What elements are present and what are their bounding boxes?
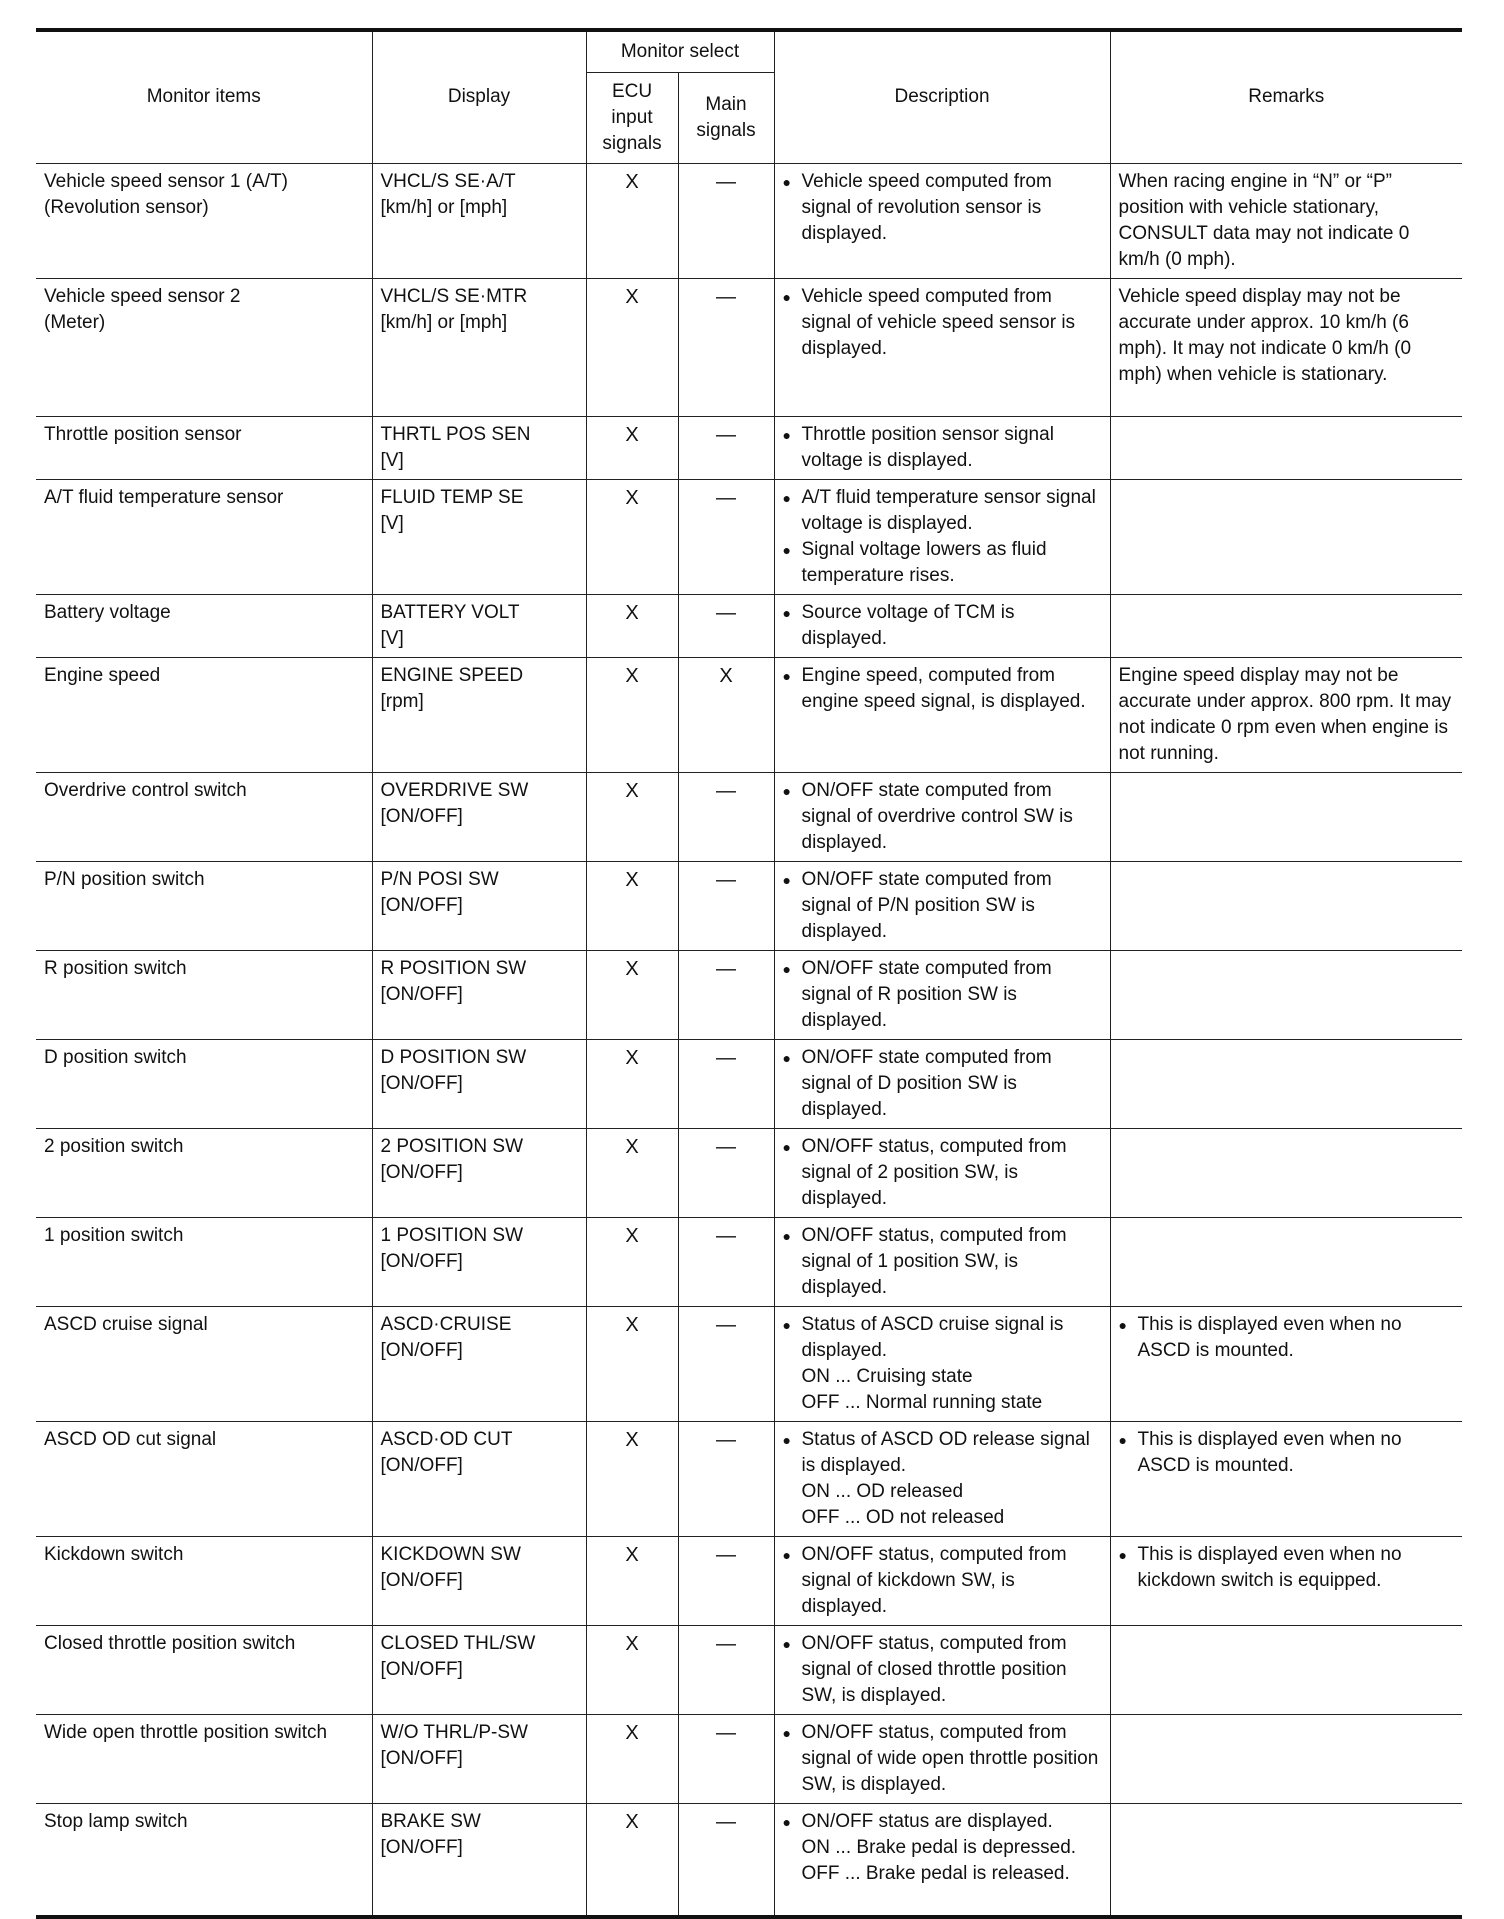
description-cell <box>774 479 1110 594</box>
bullet-text: ON/OFF state computed from signal of overdrive control SW is displayed. <box>801 779 1073 853</box>
remarks-cell <box>1110 278 1462 416</box>
monitor-item-cell <box>36 1306 372 1421</box>
description-cell <box>774 278 1110 416</box>
table-row <box>36 950 1462 1039</box>
main-signal-mark: X <box>678 657 774 772</box>
bullet-text: ON/OFF state computed from signal of R position SW is displayed. <box>801 957 1052 1031</box>
display-cell <box>372 278 586 416</box>
bullet-icon: ● <box>1118 1316 1127 1333</box>
remarks-cell <box>1110 163 1462 278</box>
table-row <box>36 1128 1462 1217</box>
bullet-icon: ● <box>782 1546 791 1563</box>
document-page <box>36 28 1462 1919</box>
main-signal-mark: — <box>678 594 774 657</box>
monitor-item-text: A/T fluid temperature sensor <box>44 486 284 508</box>
bullet-icon: ● <box>782 426 791 443</box>
main-signal-mark: — <box>678 1714 774 1803</box>
header-main-signals: Main signals <box>678 72 774 163</box>
plain-text-line: OFF ... Normal running state <box>801 1391 1043 1413</box>
monitor-item-cell <box>36 594 372 657</box>
description-cell <box>774 1217 1110 1306</box>
remarks-cell <box>1110 950 1462 1039</box>
display-cell <box>372 657 586 772</box>
monitor-item-cell <box>36 1714 372 1803</box>
monitor-item-cell <box>36 772 372 861</box>
remarks-cell <box>1110 657 1462 772</box>
description-cell <box>774 950 1110 1039</box>
table-row <box>36 594 1462 657</box>
description-cell <box>774 1625 1110 1714</box>
main-signal-mark: — <box>678 861 774 950</box>
main-signal-mark: — <box>678 479 774 594</box>
bullet-icon: ● <box>1118 1546 1127 1563</box>
bullet-icon: ● <box>782 960 791 977</box>
ecu-input-mark: X <box>586 1803 678 1917</box>
bullet-text: Engine speed, computed from engine speed signal, is displayed. <box>801 664 1086 712</box>
display-cell <box>372 163 586 278</box>
bullet-text: Status of ASCD OD release signal is displayed. <box>801 1428 1090 1476</box>
ecu-input-mark: X <box>586 657 678 772</box>
header-monitor-select: Monitor select <box>586 30 774 72</box>
bullet-icon: ● <box>782 541 791 558</box>
monitor-item-text: 1 position switch <box>44 1224 184 1246</box>
display-cell <box>372 479 586 594</box>
display-cell <box>372 950 586 1039</box>
display-cell <box>372 1536 586 1625</box>
monitor-items-table <box>36 28 1462 1919</box>
description-cell <box>774 594 1110 657</box>
main-signal-mark: — <box>678 1625 774 1714</box>
table-row <box>36 1536 1462 1625</box>
display-cell <box>372 1803 586 1917</box>
main-signal-mark: — <box>678 1306 774 1421</box>
ecu-input-mark: X <box>586 1536 678 1625</box>
remarks-cell <box>1110 1714 1462 1803</box>
ecu-input-mark: X <box>586 594 678 657</box>
main-signal-mark: — <box>678 1217 774 1306</box>
monitor-item-text: Overdrive control switch <box>44 779 247 801</box>
ecu-input-mark: X <box>586 1217 678 1306</box>
monitor-item-cell <box>36 1217 372 1306</box>
description-cell <box>774 1714 1110 1803</box>
remarks-cell <box>1110 1306 1462 1421</box>
monitor-item-text: ASCD OD cut signal <box>44 1428 217 1450</box>
display-text: W/O THRL/P-SW [ON/OFF] <box>380 1721 528 1769</box>
monitor-item-cell <box>36 1803 372 1917</box>
bullet-text: Source voltage of TCM is displayed. <box>801 601 1015 649</box>
remarks-cell <box>1110 1536 1462 1625</box>
bullet-icon: ● <box>782 667 791 684</box>
bullet-icon: ● <box>1118 1431 1127 1448</box>
ecu-input-mark: X <box>586 1625 678 1714</box>
monitor-item-cell <box>36 1128 372 1217</box>
display-text: VHCL/S SE·A/T [km/h] or [mph] <box>380 170 516 218</box>
description-cell <box>774 772 1110 861</box>
header-monitor-items: Monitor items <box>36 30 372 163</box>
ecu-input-mark: X <box>586 163 678 278</box>
bullet-text: ON/OFF status, computed from signal of wide open throttle position SW, is displayed. <box>801 1721 1099 1795</box>
plain-text-line: Engine speed display may not be accurate under approx. 800 rpm. It may not indicate 0 rpm even when engine is not running. <box>1118 664 1452 764</box>
bullet-text: ON/OFF status, computed from signal of closed throttle position SW, is displayed. <box>801 1632 1067 1706</box>
monitor-item-cell <box>36 1625 372 1714</box>
display-text: KICKDOWN SW [ON/OFF] <box>380 1543 521 1591</box>
display-text: VHCL/S SE·MTR [km/h] or [mph] <box>380 285 528 333</box>
table-body <box>36 163 1462 1917</box>
bullet-icon: ● <box>782 1138 791 1155</box>
display-cell <box>372 1421 586 1536</box>
remarks-cell <box>1110 594 1462 657</box>
table-row <box>36 163 1462 278</box>
bullet-text: A/T fluid temperature sensor signal voltage is displayed. <box>801 486 1096 534</box>
bullet-text: Status of ASCD cruise signal is displayed. <box>801 1313 1064 1361</box>
bullet-icon: ● <box>782 604 791 621</box>
monitor-item-cell <box>36 1039 372 1128</box>
main-signal-mark: — <box>678 1421 774 1536</box>
monitor-item-cell <box>36 861 372 950</box>
bullet-text: ON/OFF status, computed from signal of 2 position SW, is displayed. <box>801 1135 1067 1209</box>
plain-text-line: When racing engine in “N” or “P” position with vehicle stationary, CONSULT data may not indicate 0 km/h (0 mph). <box>1118 170 1410 270</box>
display-text: 2 POSITION SW [ON/OFF] <box>380 1135 524 1183</box>
table-row <box>36 1217 1462 1306</box>
display-text: D POSITION SW [ON/OFF] <box>380 1046 527 1094</box>
ecu-input-mark: X <box>586 1039 678 1128</box>
table-row <box>36 1306 1462 1421</box>
monitor-item-text: Kickdown switch <box>44 1543 184 1565</box>
display-cell <box>372 1714 586 1803</box>
table-row <box>36 1039 1462 1128</box>
main-signal-mark: — <box>678 1128 774 1217</box>
main-signal-mark: — <box>678 1536 774 1625</box>
plain-text-line: OFF ... OD not released <box>801 1506 1005 1528</box>
bullet-text: ON/OFF status, computed from signal of kickdown SW, is displayed. <box>801 1543 1067 1617</box>
monitor-item-cell <box>36 163 372 278</box>
display-cell <box>372 772 586 861</box>
bullet-icon: ● <box>782 1431 791 1448</box>
description-cell <box>774 1039 1110 1128</box>
bullet-text: This is displayed even when no ASCD is mounted. <box>1137 1428 1402 1476</box>
main-signal-mark: — <box>678 950 774 1039</box>
bullet-text: ON/OFF status are displayed. <box>801 1810 1053 1832</box>
table-row <box>36 1421 1462 1536</box>
description-cell <box>774 657 1110 772</box>
main-signal-mark: — <box>678 416 774 479</box>
bullet-icon: ● <box>782 1316 791 1333</box>
monitor-item-text: R position switch <box>44 957 187 979</box>
monitor-item-text: D position switch <box>44 1046 187 1068</box>
bullet-text: ON/OFF status, computed from signal of 1 position SW, is displayed. <box>801 1224 1067 1298</box>
main-signal-mark: — <box>678 1803 774 1917</box>
bullet-icon: ● <box>782 871 791 888</box>
plain-text-line: ON ... Brake pedal is depressed. <box>801 1836 1077 1858</box>
description-cell <box>774 1306 1110 1421</box>
monitor-item-cell <box>36 950 372 1039</box>
ecu-input-mark: X <box>586 1714 678 1803</box>
header-display: Display <box>372 30 586 163</box>
description-cell <box>774 1536 1110 1625</box>
remarks-cell <box>1110 1421 1462 1536</box>
bullet-icon: ● <box>782 288 791 305</box>
table-row <box>36 416 1462 479</box>
ecu-input-mark: X <box>586 1421 678 1536</box>
remarks-cell <box>1110 1128 1462 1217</box>
display-cell <box>372 1625 586 1714</box>
ecu-input-mark: X <box>586 861 678 950</box>
main-signal-mark: — <box>678 163 774 278</box>
table-row <box>36 861 1462 950</box>
bullet-text: ON/OFF state computed from signal of P/N position SW is displayed. <box>801 868 1052 942</box>
remarks-cell <box>1110 1625 1462 1714</box>
monitor-item-text: Closed throttle position switch <box>44 1632 296 1654</box>
table-row <box>36 772 1462 861</box>
bullet-text: Signal voltage lowers as fluid temperature rises. <box>801 538 1047 586</box>
remarks-cell <box>1110 1217 1462 1306</box>
bullet-text: Vehicle speed computed from signal of vehicle speed sensor is displayed. <box>801 285 1076 359</box>
display-text: BATTERY VOLT [V] <box>380 601 520 649</box>
ecu-input-mark: X <box>586 479 678 594</box>
ecu-input-mark: X <box>586 1128 678 1217</box>
table-row <box>36 657 1462 772</box>
bullet-icon: ● <box>782 782 791 799</box>
description-cell <box>774 861 1110 950</box>
remarks-cell <box>1110 416 1462 479</box>
table-row <box>36 1714 1462 1803</box>
ecu-input-mark: X <box>586 416 678 479</box>
monitor-item-text: Vehicle speed sensor 1 (A/T) (Revolution sensor) <box>44 170 288 218</box>
display-cell <box>372 1217 586 1306</box>
display-cell <box>372 1039 586 1128</box>
bullet-text: Vehicle speed computed from signal of revolution sensor is displayed. <box>801 170 1052 244</box>
header-ecu-input-signals: ECU input signals <box>586 72 678 163</box>
remarks-cell <box>1110 479 1462 594</box>
remarks-cell <box>1110 861 1462 950</box>
display-text: OVERDRIVE SW [ON/OFF] <box>380 779 529 827</box>
remarks-cell <box>1110 1039 1462 1128</box>
ecu-input-mark: X <box>586 950 678 1039</box>
main-signal-mark: — <box>678 278 774 416</box>
monitor-item-text: Wide open throttle position switch <box>44 1721 328 1743</box>
display-text: FLUID TEMP SE [V] <box>380 486 524 534</box>
display-text: 1 POSITION SW [ON/OFF] <box>380 1224 524 1272</box>
description-cell <box>774 1421 1110 1536</box>
table-row <box>36 278 1462 416</box>
plain-text-line: Vehicle speed display may not be accurate under approx. 10 km/h (6 mph). It may not indicate 0 km/h (0 mph) when vehicle is stationary. <box>1118 285 1412 385</box>
monitor-item-cell <box>36 278 372 416</box>
monitor-item-cell <box>36 1536 372 1625</box>
description-cell <box>774 1128 1110 1217</box>
main-signal-mark: — <box>678 1039 774 1128</box>
description-cell <box>774 416 1110 479</box>
monitor-item-cell <box>36 416 372 479</box>
table-header <box>36 30 1462 163</box>
display-cell <box>372 1306 586 1421</box>
header-description: Description <box>774 30 1110 163</box>
bullet-icon: ● <box>782 1635 791 1652</box>
header-remarks: Remarks <box>1110 30 1462 163</box>
bullet-icon: ● <box>782 1227 791 1244</box>
monitor-item-text: ASCD cruise signal <box>44 1313 208 1335</box>
monitor-item-text: 2 position switch <box>44 1135 184 1157</box>
table-row <box>36 479 1462 594</box>
bullet-text: This is displayed even when no ASCD is mounted. <box>1137 1313 1402 1361</box>
remarks-cell <box>1110 772 1462 861</box>
display-text: ENGINE SPEED [rpm] <box>380 664 524 712</box>
display-cell <box>372 861 586 950</box>
monitor-item-text: Battery voltage <box>44 601 171 623</box>
bullet-icon: ● <box>782 173 791 190</box>
description-cell <box>774 163 1110 278</box>
bullet-icon: ● <box>782 1049 791 1066</box>
ecu-input-mark: X <box>586 1306 678 1421</box>
monitor-item-text: Vehicle speed sensor 2 (Meter) <box>44 285 241 333</box>
monitor-item-cell <box>36 1421 372 1536</box>
bullet-text: ON/OFF state computed from signal of D position SW is displayed. <box>801 1046 1052 1120</box>
display-text: BRAKE SW [ON/OFF] <box>380 1810 481 1858</box>
display-text: ASCD·CRUISE [ON/OFF] <box>380 1313 512 1361</box>
monitor-item-text: Throttle position sensor <box>44 423 242 445</box>
monitor-item-cell <box>36 657 372 772</box>
plain-text-line: ON ... Cruising state <box>801 1365 973 1387</box>
ecu-input-mark: X <box>586 772 678 861</box>
bullet-text: Throttle position sensor signal voltage is displayed. <box>801 423 1054 471</box>
display-text: P/N POSI SW [ON/OFF] <box>380 868 499 916</box>
table-row <box>36 1803 1462 1917</box>
display-cell <box>372 416 586 479</box>
bullet-icon: ● <box>782 1813 791 1830</box>
bullet-text: This is displayed even when no kickdown switch is equipped. <box>1137 1543 1402 1591</box>
monitor-item-text: Stop lamp switch <box>44 1810 188 1832</box>
monitor-item-text: P/N position switch <box>44 868 205 890</box>
plain-text-line: ON ... OD released <box>801 1480 964 1502</box>
main-signal-mark: — <box>678 772 774 861</box>
ecu-input-mark: X <box>586 278 678 416</box>
display-cell <box>372 1128 586 1217</box>
display-text: R POSITION SW [ON/OFF] <box>380 957 527 1005</box>
table-row <box>36 1625 1462 1714</box>
plain-text-line: OFF ... Brake pedal is released. <box>801 1862 1070 1884</box>
display-text: THRTL POS SEN [V] <box>380 423 531 471</box>
remarks-cell <box>1110 1803 1462 1917</box>
description-cell <box>774 1803 1110 1917</box>
display-text: CLOSED THL/SW [ON/OFF] <box>380 1632 536 1680</box>
display-text: ASCD·OD CUT [ON/OFF] <box>380 1428 513 1476</box>
monitor-item-text: Engine speed <box>44 664 161 686</box>
bullet-icon: ● <box>782 489 791 506</box>
monitor-item-cell <box>36 479 372 594</box>
bullet-icon: ● <box>782 1724 791 1741</box>
display-cell <box>372 594 586 657</box>
